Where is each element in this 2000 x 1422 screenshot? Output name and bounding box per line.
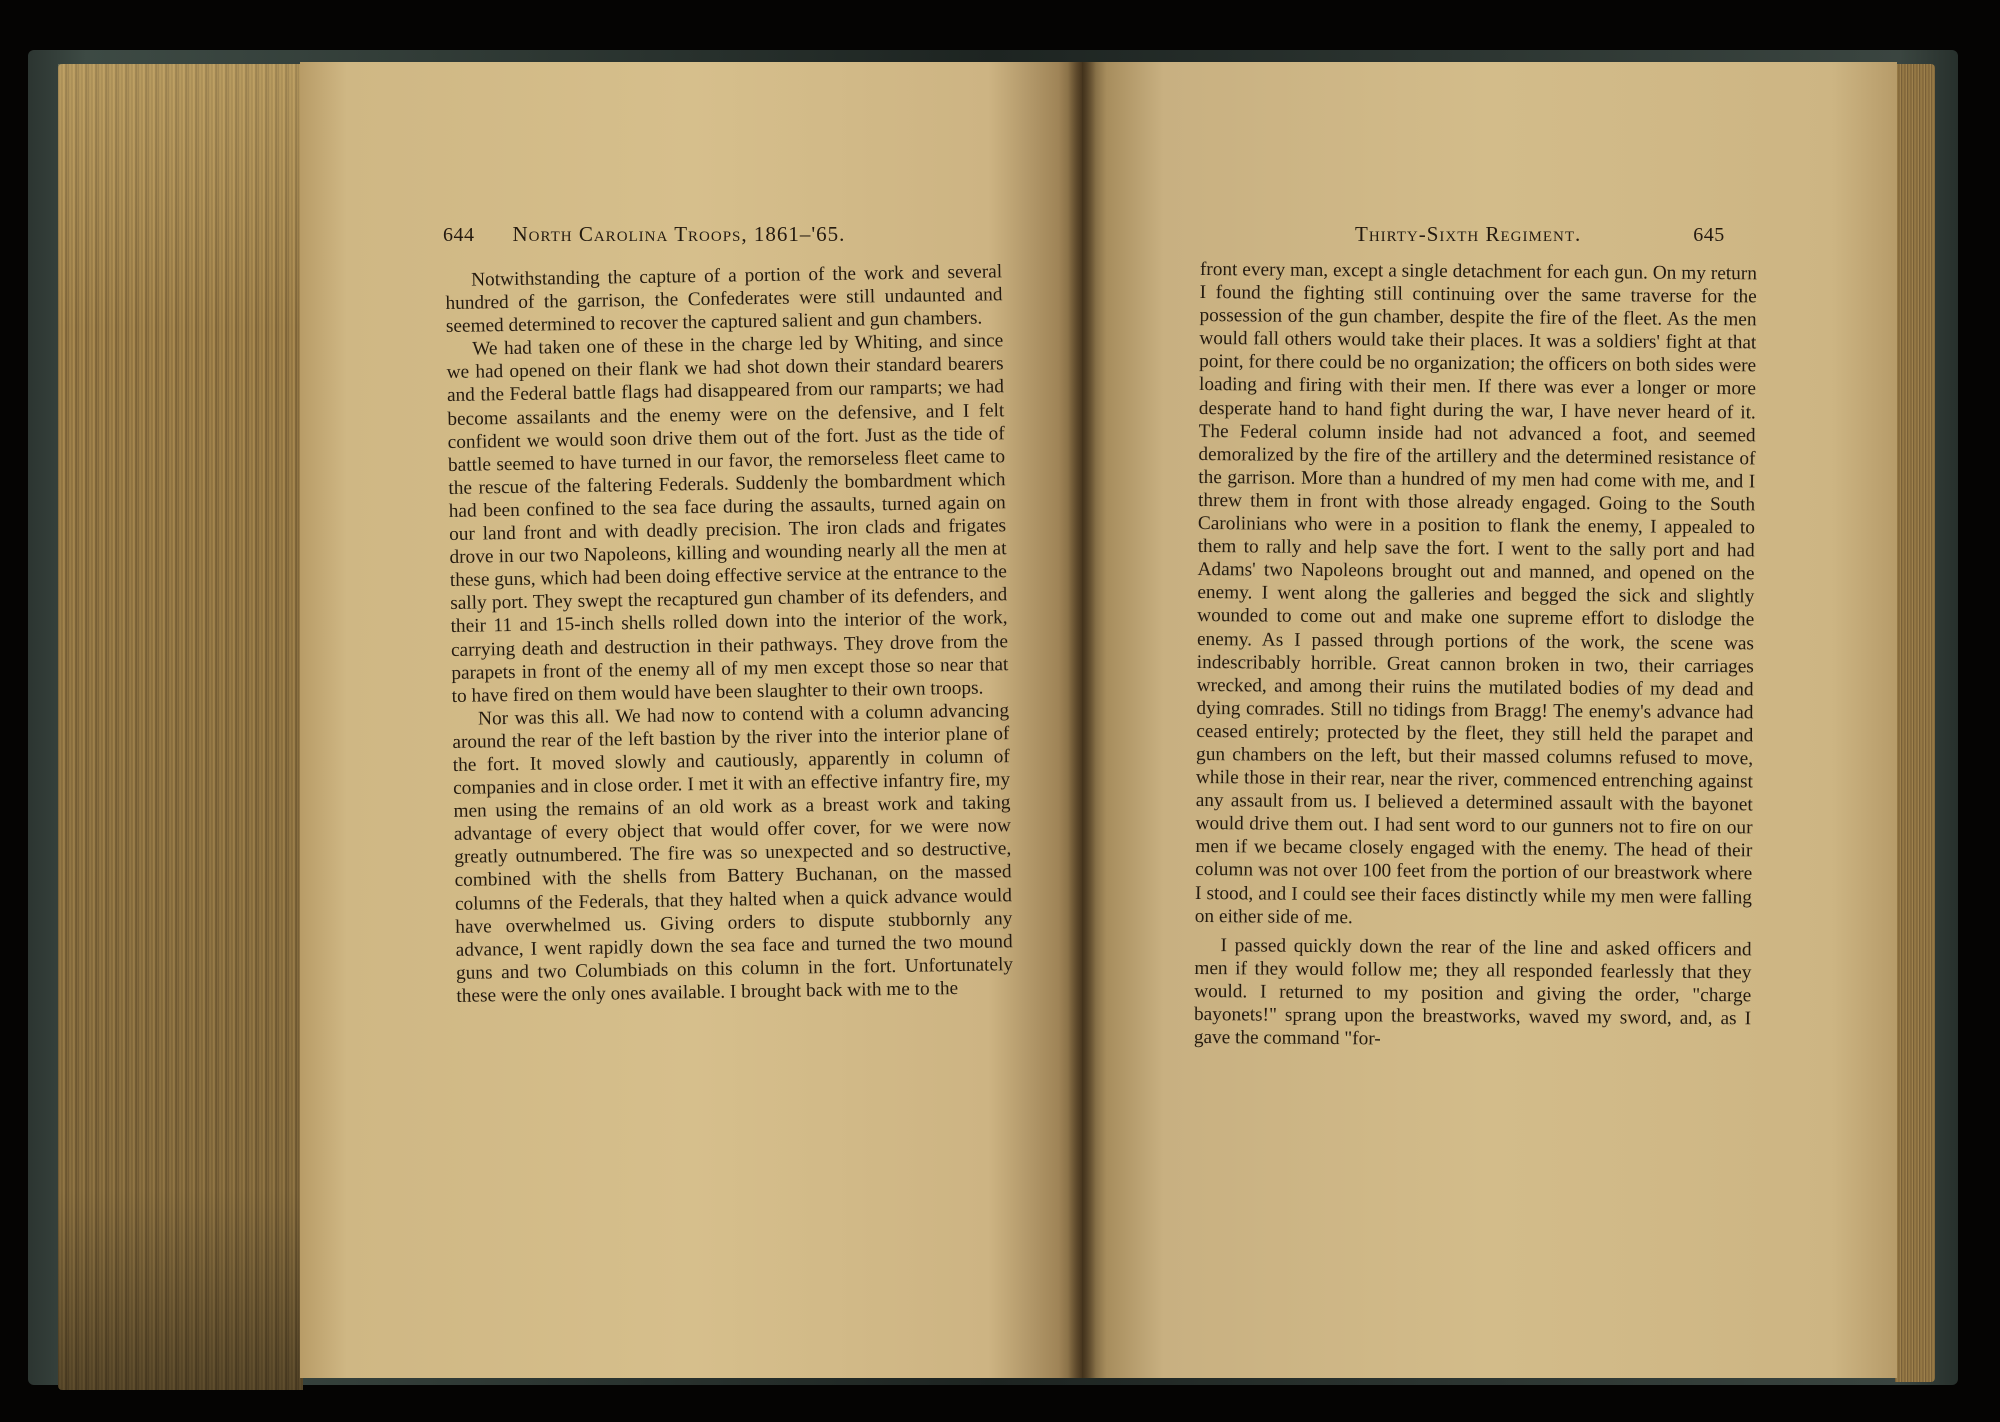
left-page-header	[443, 222, 845, 247]
left-page-body	[445, 260, 1014, 1008]
paragraph: I passed quickly down the rear of the line and asked officers and men if they would follow me; they all responded fearlessly that they would. I returned to my position and giving the order, "charge bayonets!" sprang upon the breastworks, waved my sword, and, as I gave the command "for-	[1193, 934, 1752, 1050]
running-head: North Carolina Troops, 1861–'65.	[512, 222, 846, 246]
right-page-header	[1355, 222, 1725, 247]
right-page	[1082, 62, 1897, 1378]
paragraph: Notwithstanding the capture of a portion of the work and several hundred of the garrison, the Confederates were still undaunted and seemed determined to recover the captured salient and gun chambers.	[445, 261, 1003, 338]
left-page	[300, 62, 1082, 1378]
running-head: Thirty-Sixth Regiment.	[1355, 222, 1582, 246]
right-page-body	[1194, 258, 1757, 1054]
page-edges-left	[58, 64, 303, 1390]
page-number: 645	[1693, 224, 1725, 246]
book-gutter	[1068, 62, 1096, 1378]
page-number: 644	[443, 224, 475, 246]
paragraph: Nor was this all. We had now to contend with a column advancing around the rear of the left bastion by the river into the interior plane of the fort. It moved slowly and cautiously, apparently in column of companies and in close order. I met it with an effective infantry fire, my men using the remains of an old work as a breast work and taking advantage of every object that would offer cover, for we were now greatly outnumbered. The fire was so unexpected and so destructive, combined with the shells from Battery Buchanan, on the massed columns of the Federals, that they halted when a quick advance would have overwhelmed us. Giving orders to dispute stubbornly any advance, I went rapidly down the sea face and turned the two mound guns and two Columbiads on this column in the fort. Unfortunately these were the only ones available. I brought back with me to the	[452, 699, 1014, 1007]
paragraph: front every man, except a single detachment for each gun. On my return I found the fighting still continuing over the same traverse for the possession of the gun chamber, despite the fire of the fleet. As the men would fall others would take their places. It was a soldiers' fight at that point, for there could be no organization; the officers on both sides were loading and firing with their men. If there was ever a longer or more desperate hand to hand fight during the war, I have never heard of it. The Federal column inside had not advanced a foot, and seemed demoralized by the fire of the artillery and the determined resistance of the garrison. More than a hundred of my men had come with me, and I threw them in front with those already engaged. Going to the South Carolinians who were in a position to flank the enemy, I appealed to them to rally and help save the fort. I went to the sally port and had Adams' two Napoleons brought out and manned, and opened on the enemy. I went along the galleries and begged the sick and slightly wounded to come out and make one supreme effort to dislodge the enemy. As I passed through portions of the work, the scene was indescribably horrible. Great cannon broken in two, their carriages wrecked, and among their ruins the mutilated bodies of my dead and dying comrades. Still no tidings from Bragg! The enemy's advance had ceased entirely; protected by the fleet, they still held the parapet and gun chambers on the left, but their massed columns refused to move, while those in their rear, near the river, commenced entrenching against any assault from us. I believed a determined assault with the bayonet would drive them out. I had sent word to our gunners not to fire on our men if we became closely engaged with the enemy. The head of their column was not over 100 feet from the portion of our breastwork where I stood, and I could see their faces distinctly while my men were falling on either side of me.	[1194, 258, 1757, 928]
paragraph: We had taken one of these in the charge led by Whiting, and since we had opened on their flank we had shot down their standard bearers and the Federal battle flags had disappeared from our ramparts; we had become assailants and the enemy were on the defensive, and I felt confident we would soon drive them out of the fort. Just as the tide of battle seemed to have turned in our favor, the remorseless fleet came to the rescue of the faltering Federals. Suddenly the bombardment which had been confined to the sea face during the assaults, turned again on our land front and with deadly precision. The iron clads and frigates drove in our two Napoleons, killing and wounding nearly all the men at these guns, which had been doing effective service at the entrance to the sally port. They swept the recaptured gun chamber of its defenders, and their 11 and 15-inch shells rolled down into the interior of the work, carrying death and destruction in their pathways. They drove from the parapets in front of the enemy all of my men except those so near that to have fired on them would have been slaughter to their own troops.	[446, 330, 1009, 707]
page-edges-right	[1895, 64, 1935, 1382]
